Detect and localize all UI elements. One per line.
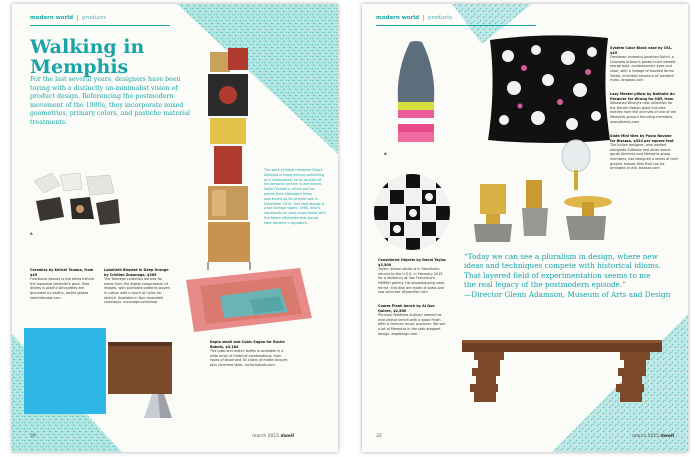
intro-paragraph: For the last several years, designers have been toying with a distinctly un-minimalist vision of product design. Referencing the postmodern movement of the 1980s, they incorporate mixed geometries, primary colors, and pastiche material treatments.	[30, 76, 190, 126]
caption-vase: System Color Block vase by CKL, $45 Freshman ceramics Jonathan Kutch, a Colorado artisan's pastel-hued vessels merge bold, contemporary eyes and color, with a lineage of stacked forms linked, inherited ceramics of 'pentera' rivals. dropbox.com	[610, 46, 676, 83]
caption-tiles: Slate Mini tiles by Paola Navone for Bisazza, $324 per square foot The Italian designer, who worked alongside Sottsass and other avant-garde Alchimia and Memphis group members, has designed a series of mini graphic mosaic tiles that can be arranged at will. bisazza.com	[610, 134, 678, 171]
considered-objects-photo	[466, 144, 616, 244]
slate-mini-tiles-photo	[372, 172, 452, 252]
folio-number: 30	[30, 434, 36, 439]
caption-blanket: Lobeliath Blanket in Deep Orange by Cristian Zuzunaga, $265 The Tolerage collection derives its name from the digital compression of images, with pixelated patterns woven in cotton with a touch of nylon for stretch. Available in four reversible colorways. zuzunaga.com/shop	[104, 268, 170, 305]
caption-pillow: Lazy Master pillow by Nathalie du Pasquier for Wrong for HAY, from Sebastian Wrong's new collection for the Danish design giant includes textiles from the archives of one of the Memphis group's founding members. wrongforhay.com	[610, 92, 677, 124]
section-label: modern world products	[30, 15, 107, 21]
blanket-photo	[180, 266, 320, 336]
ceramics-photo	[30, 169, 125, 234]
sidebar-note: The work of Italian designer Ettore Sottsass is experiencing something of a renaissance, so an auction of his personal archive is well timed. Sotto Christie's, which put his pieces from Sottsass's Milan apartment up for private sale in December 2014. One that stands is a tall storage tower, 1980, which represents an early experiment with the totem silhouette that would later become a signature.	[264, 168, 326, 225]
caption-buffet: Kapla small and Cubic Sagan for Roche Bobois, $3,184 The tube-and-match buffet is available in a wide array of material combinations, from types of wood and 30 colors of matte lacquer, plus chromed steel. roche-bobois.com	[210, 340, 289, 367]
caption-letter: A	[30, 232, 33, 236]
header-rule	[376, 25, 536, 26]
lazy-master-pillow-photo	[484, 32, 614, 147]
left-page	[12, 4, 338, 452]
caption-objects: Considered Objects by David Taylor, $3,500 Taylor, whose studio is in Stockholm, returns to the U.S.A. in February 2015 for a residency at San Francisco's HWEKH gallery. His showstopping vase, mirror, and dish are made of brass and raw concrete. dtaronfish.com	[378, 258, 447, 295]
totem-cabinet-photo	[202, 46, 262, 271]
color-block-vase-photo	[396, 40, 436, 150]
comez-plank-bench-photo	[462, 326, 672, 426]
section-label: modern world products	[376, 15, 453, 21]
folio-date: march 2015 dwell	[632, 434, 675, 439]
caption-letter: A	[384, 152, 387, 156]
page-title: Walking in Memphis	[30, 36, 145, 78]
right-page	[362, 4, 688, 452]
pull-quote: “Today we can see a pluralism in design, where new ideas and techniques compete with historical idioms. That layered field of experimentation seems to me the real legacy of the postmodern episode.” —Director Glenn Adamson, Museum of Arts and Design	[464, 252, 671, 299]
folio-number: 32	[376, 434, 382, 439]
buffet-photo	[24, 324, 174, 424]
folio-date: march 2015 dwell	[252, 434, 295, 439]
caption-bench: Comez Plank bench by Al Que Quiere, $2,800 Principal Matthew Sullivan named his wild walnut bench with a wood finish after a German music producer. We see a lot of Memphis in the stair-stepped design. aqqdesign.com	[378, 304, 446, 336]
header-rule	[30, 25, 170, 26]
caption-ceramics: Ceramics by Keiichi Tanaka, from $45 Functional beauty is the ethos behind the Japanese ceramist's work. Side dishes in playful silhouettes are grounded by earthy, tactile glazes. keiichitanaka.com	[30, 268, 94, 300]
